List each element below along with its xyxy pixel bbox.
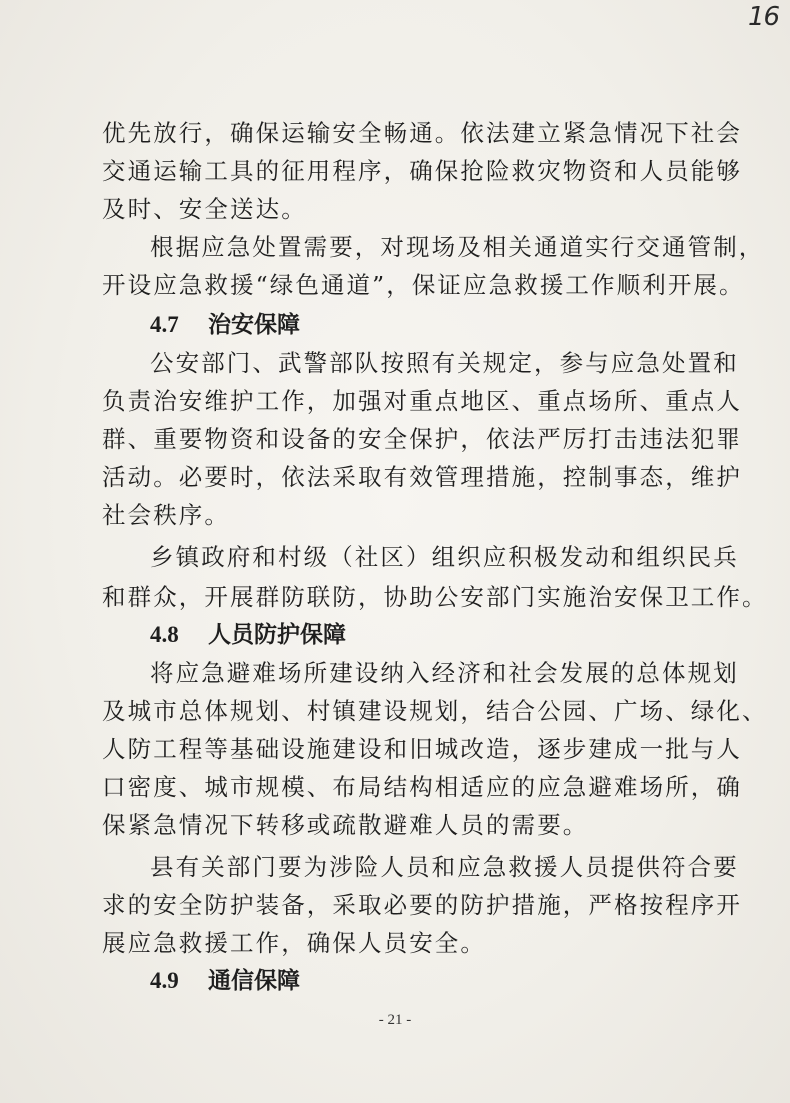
text-line: 群、重要物资和设备的安全保护，依法严厉打击违法犯罪	[102, 425, 742, 453]
text-line: 乡镇政府和村级（社区）组织应积极发动和组织民兵	[150, 543, 739, 571]
section-heading-4-7	[150, 310, 300, 340]
text-line: 及时、安全送达。	[102, 195, 307, 223]
page-number: - 21 -	[378, 1012, 412, 1028]
text-line: 开设应急救援“绿色通道”，保证应急救援工作顺利开展。	[102, 271, 745, 299]
handwritten-page-mark: 16	[748, 2, 780, 32]
text-line: 人防工程等基础设施建设和旧城改造，逐步建成一批与人	[102, 735, 742, 763]
section-number: 4.7	[150, 312, 179, 337]
section-heading-4-9	[150, 966, 300, 996]
text-line: 保紧急情况下转移或疏散避难人员的需要。	[102, 811, 589, 839]
text-line: 活动。必要时，依法采取有效管理措施，控制事态，维护	[102, 463, 742, 491]
text-line: 县有关部门要为涉险人员和应急救援人员提供符合要	[150, 853, 739, 881]
section-title: 人员防护保障	[208, 621, 346, 648]
text-line: 优先放行，确保运输安全畅通。依法建立紧急情况下社会	[102, 119, 742, 147]
section-number: 4.8	[150, 622, 179, 647]
section-heading-4-8	[150, 620, 346, 650]
text-line: 及城市总体规划、村镇建设规划，结合公园、广场、绿化、	[102, 697, 768, 725]
text-line: 口密度、城市规模、布局结构相适应的应急避难场所，确	[102, 773, 742, 801]
section-number: 4.9	[150, 968, 179, 993]
text-line: 交通运输工具的征用程序，确保抢险救灾物资和人员能够	[102, 157, 742, 185]
text-line: 负责治安维护工作，加强对重点地区、重点场所、重点人	[102, 387, 742, 415]
section-title: 治安保障	[208, 311, 300, 338]
text-line: 公安部门、武警部队按照有关规定，参与应急处置和	[150, 349, 739, 377]
text-line: 社会秩序。	[102, 501, 230, 529]
text-line: 根据应急处置需要，对现场及相关通道实行交通管制，	[150, 233, 765, 261]
text-line: 和群众，开展群防联防，协助公安部门实施治安保卫工作。	[102, 583, 768, 611]
text-line: 展应急救援工作，确保人员安全。	[102, 929, 486, 957]
section-title: 通信保障	[208, 967, 300, 994]
text-line: 将应急避难场所建设纳入经济和社会发展的总体规划	[150, 659, 739, 687]
text-line: 求的安全防护装备，采取必要的防护措施，严格按程序开	[102, 891, 742, 919]
